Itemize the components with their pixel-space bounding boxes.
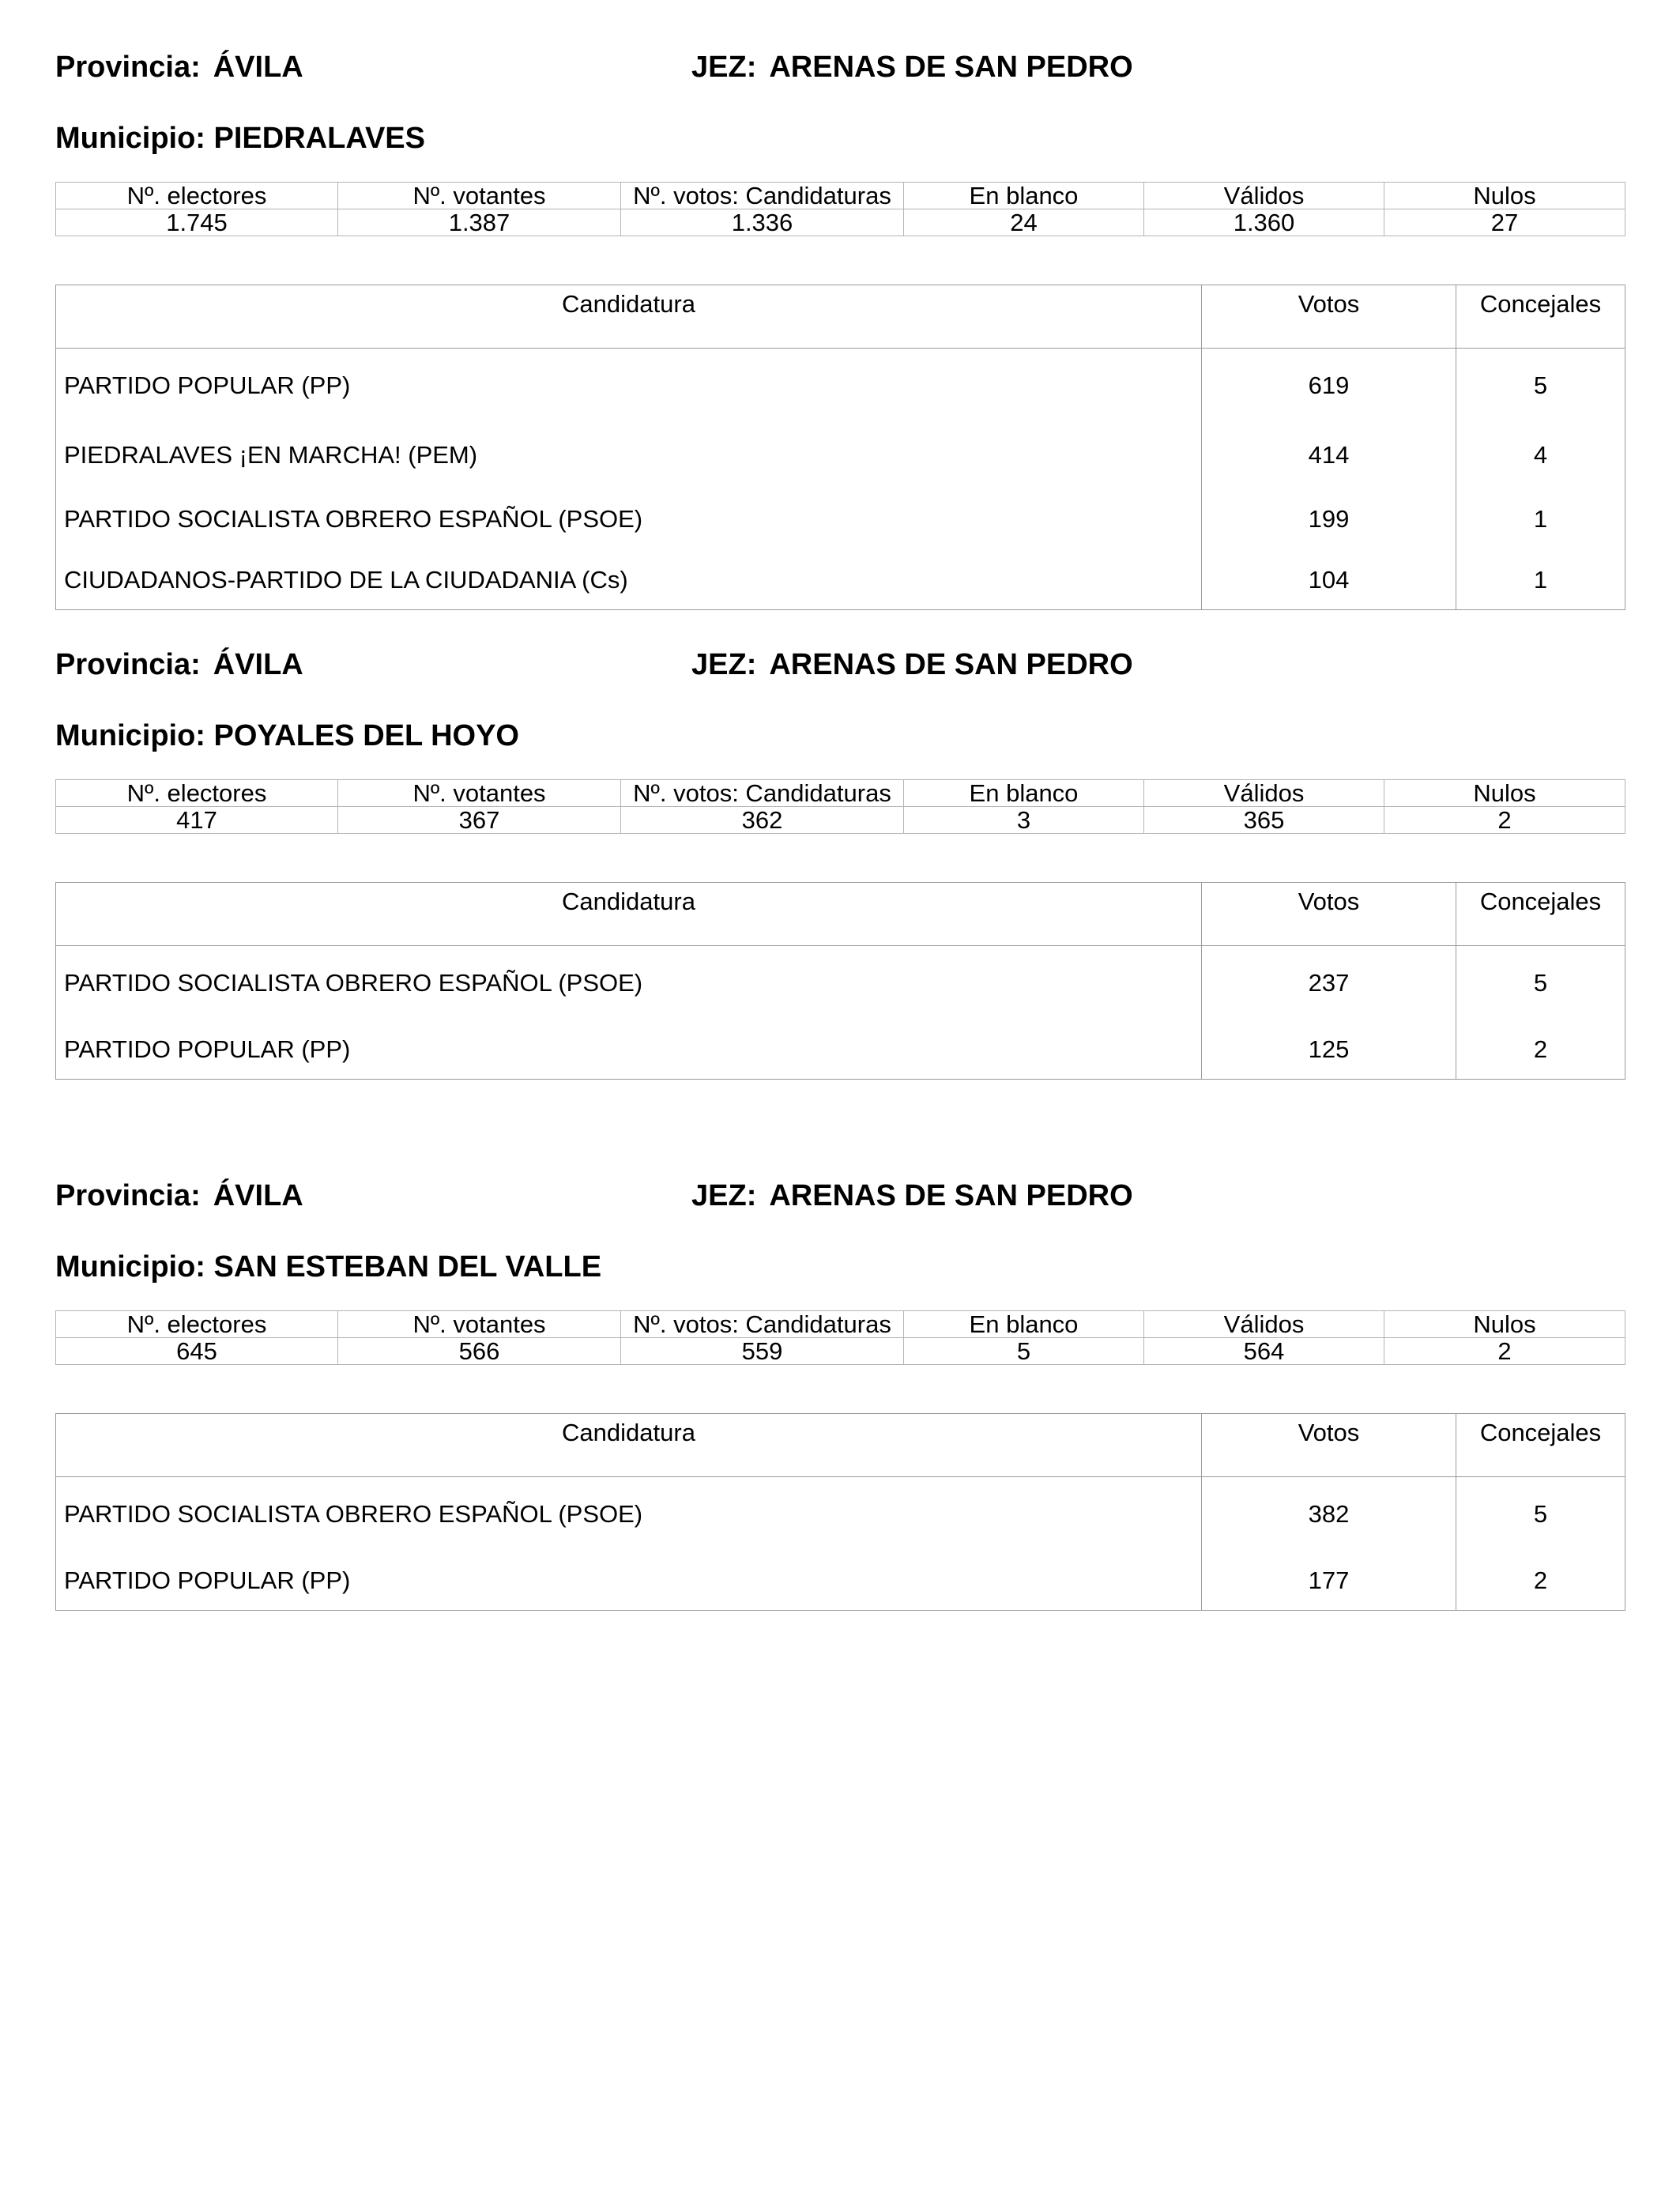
summary-value-cell: 3 bbox=[904, 807, 1144, 834]
summary-header-cell: Nulos bbox=[1384, 183, 1625, 209]
summary-value-cell: 564 bbox=[1144, 1338, 1384, 1365]
candidate-name: PARTIDO SOCIALISTA OBRERO ESPAÑOL (PSOE) bbox=[56, 487, 1202, 551]
municipio-value: PIEDRALAVES bbox=[213, 122, 425, 155]
summary-value-cell: 362 bbox=[621, 807, 904, 834]
candidate-votes: 382 bbox=[1202, 1477, 1456, 1552]
candidatura-header: Candidatura bbox=[56, 883, 1202, 946]
jez-label: JEZ: bbox=[691, 1179, 757, 1212]
municipio-value: SAN ESTEBAN DEL VALLE bbox=[213, 1250, 602, 1284]
candidate-seats: 5 bbox=[1456, 1477, 1625, 1552]
candidates-table bbox=[55, 1413, 1625, 1611]
jez-value: ARENAS DE SAN PEDRO bbox=[769, 648, 1133, 681]
jez-heading bbox=[691, 49, 1133, 85]
provincia-label: Provincia: bbox=[55, 51, 201, 84]
candidate-name: PIEDRALAVES ¡EN MARCHA! (PEM) bbox=[56, 423, 1202, 487]
summary-header-cell: Nº. votantes bbox=[338, 183, 621, 209]
summary-header-cell: Nº. electores bbox=[56, 183, 338, 209]
candidate-seats: 5 bbox=[1456, 946, 1625, 1021]
summary-value-cell: 645 bbox=[56, 1338, 338, 1365]
summary-table bbox=[55, 779, 1625, 834]
candidate-votes: 104 bbox=[1202, 551, 1456, 610]
municipio-label: Municipio: bbox=[55, 122, 205, 155]
summary-value-cell: 1.336 bbox=[621, 209, 904, 236]
municipio-value: POYALES DEL HOYO bbox=[213, 719, 519, 752]
summary-value-cell: 417 bbox=[56, 807, 338, 834]
jez-value: ARENAS DE SAN PEDRO bbox=[769, 1179, 1133, 1212]
candidate-seats: 5 bbox=[1456, 349, 1625, 424]
candidate-name: CIUDADANOS-PARTIDO DE LA CIUDADANIA (Cs) bbox=[56, 551, 1202, 610]
table-row bbox=[56, 423, 1625, 487]
summary-header-cell: En blanco bbox=[904, 183, 1144, 209]
summary-header-cell: Nº. votos: Candidaturas bbox=[621, 780, 904, 807]
candidate-seats: 1 bbox=[1456, 551, 1625, 610]
jez-label: JEZ: bbox=[691, 648, 757, 681]
candidate-name: PARTIDO POPULAR (PP) bbox=[56, 349, 1202, 424]
provincia-heading bbox=[55, 1178, 303, 1214]
summary-header-cell: Nº. votos: Candidaturas bbox=[621, 1311, 904, 1338]
candidate-votes: 619 bbox=[1202, 349, 1456, 424]
jez-label: JEZ: bbox=[691, 51, 757, 84]
candidate-name: PARTIDO POPULAR (PP) bbox=[56, 1551, 1202, 1611]
table-row bbox=[56, 487, 1625, 551]
summary-header-row bbox=[56, 1311, 1625, 1338]
summary-header-cell: En blanco bbox=[904, 780, 1144, 807]
summary-value-row bbox=[56, 807, 1625, 834]
candidate-votes: 125 bbox=[1202, 1020, 1456, 1080]
candidate-seats: 2 bbox=[1456, 1020, 1625, 1080]
candidate-seats: 2 bbox=[1456, 1551, 1625, 1611]
summary-value-cell: 1.387 bbox=[338, 209, 621, 236]
table-row bbox=[56, 946, 1625, 1021]
provincia-heading bbox=[55, 647, 303, 683]
candidate-seats: 4 bbox=[1456, 423, 1625, 487]
candidate-votes: 414 bbox=[1202, 423, 1456, 487]
municipio-heading bbox=[55, 120, 425, 156]
summary-value-cell: 559 bbox=[621, 1338, 904, 1365]
concejales-header: Concejales bbox=[1456, 1414, 1625, 1477]
jez-heading bbox=[691, 647, 1133, 683]
candidate-seats: 1 bbox=[1456, 487, 1625, 551]
candidate-votes: 237 bbox=[1202, 946, 1456, 1021]
candidate-votes: 177 bbox=[1202, 1551, 1456, 1611]
table-row bbox=[56, 349, 1625, 424]
municipio-label: Municipio: bbox=[55, 719, 205, 752]
summary-header-cell: En blanco bbox=[904, 1311, 1144, 1338]
jez-heading bbox=[691, 1178, 1133, 1214]
summary-value-cell: 5 bbox=[904, 1338, 1144, 1365]
summary-value-cell: 2 bbox=[1384, 807, 1625, 834]
summary-header-cell: Válidos bbox=[1144, 780, 1384, 807]
table-row bbox=[56, 1477, 1625, 1552]
summary-value-cell: 27 bbox=[1384, 209, 1625, 236]
summary-value-cell: 24 bbox=[904, 209, 1144, 236]
summary-value-cell: 367 bbox=[338, 807, 621, 834]
candidate-name: PARTIDO SOCIALISTA OBRERO ESPAÑOL (PSOE) bbox=[56, 1477, 1202, 1552]
summary-header-cell: Nº. votantes bbox=[338, 780, 621, 807]
summary-header-cell: Nulos bbox=[1384, 1311, 1625, 1338]
summary-header-cell: Válidos bbox=[1144, 183, 1384, 209]
municipio-heading bbox=[55, 718, 519, 754]
candidates-header-row bbox=[56, 883, 1625, 946]
table-row bbox=[56, 1020, 1625, 1080]
summary-header-row bbox=[56, 780, 1625, 807]
candidate-name: PARTIDO SOCIALISTA OBRERO ESPAÑOL (PSOE) bbox=[56, 946, 1202, 1021]
table-row bbox=[56, 551, 1625, 610]
summary-header-cell: Nº. electores bbox=[56, 780, 338, 807]
concejales-header: Concejales bbox=[1456, 883, 1625, 946]
table-row bbox=[56, 1551, 1625, 1611]
summary-value-cell: 2 bbox=[1384, 1338, 1625, 1365]
votos-header: Votos bbox=[1202, 883, 1456, 946]
candidates-header-row bbox=[56, 1414, 1625, 1477]
summary-value-cell: 1.745 bbox=[56, 209, 338, 236]
summary-header-cell: Válidos bbox=[1144, 1311, 1384, 1338]
candidatura-header: Candidatura bbox=[56, 1414, 1202, 1477]
candidates-header-row bbox=[56, 285, 1625, 349]
summary-value-cell: 365 bbox=[1144, 807, 1384, 834]
summary-value-cell: 566 bbox=[338, 1338, 621, 1365]
candidates-table bbox=[55, 882, 1625, 1080]
municipio-label: Municipio: bbox=[55, 1250, 205, 1284]
candidate-votes: 199 bbox=[1202, 487, 1456, 551]
jez-value: ARENAS DE SAN PEDRO bbox=[769, 51, 1133, 84]
concejales-header: Concejales bbox=[1456, 285, 1625, 349]
provincia-value: ÁVILA bbox=[213, 51, 303, 84]
provincia-value: ÁVILA bbox=[213, 648, 303, 681]
votos-header: Votos bbox=[1202, 1414, 1456, 1477]
summary-header-row bbox=[56, 183, 1625, 209]
provincia-heading bbox=[55, 49, 303, 85]
summary-header-cell: Nulos bbox=[1384, 780, 1625, 807]
provincia-value: ÁVILA bbox=[213, 1179, 303, 1212]
candidate-name: PARTIDO POPULAR (PP) bbox=[56, 1020, 1202, 1080]
candidatura-header: Candidatura bbox=[56, 285, 1202, 349]
summary-value-row bbox=[56, 209, 1625, 236]
votos-header: Votos bbox=[1202, 285, 1456, 349]
summary-value-cell: 1.360 bbox=[1144, 209, 1384, 236]
summary-table bbox=[55, 1310, 1625, 1365]
provincia-label: Provincia: bbox=[55, 648, 201, 681]
summary-header-cell: Nº. votos: Candidaturas bbox=[621, 183, 904, 209]
provincia-label: Provincia: bbox=[55, 1179, 201, 1212]
summary-header-cell: Nº. electores bbox=[56, 1311, 338, 1338]
summary-table bbox=[55, 182, 1625, 236]
municipio-heading bbox=[55, 1249, 601, 1285]
summary-value-row bbox=[56, 1338, 1625, 1365]
summary-header-cell: Nº. votantes bbox=[338, 1311, 621, 1338]
candidates-table bbox=[55, 285, 1625, 610]
